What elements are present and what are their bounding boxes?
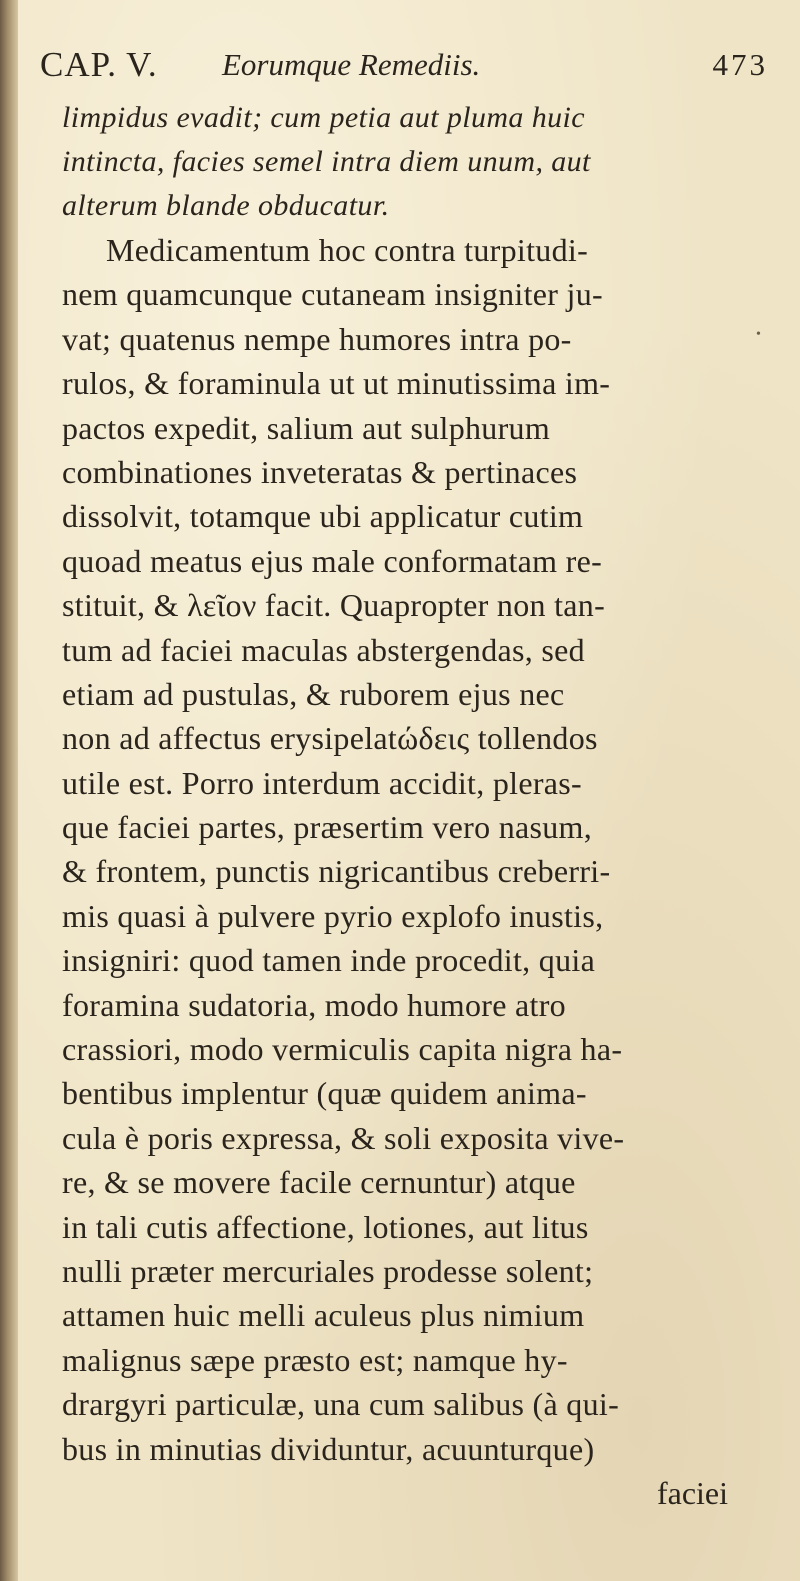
text-line: stituit, & λεῖον facit. Quapropter non tan- (62, 587, 606, 624)
catchword: faciei (656, 1474, 728, 1511)
text-line: non ad affectus erysipelatώδεις tollendos (62, 720, 598, 757)
running-head (40, 38, 768, 92)
text-line: cula è poris expressa, & soli exposita vive- (62, 1119, 625, 1156)
text-line: dissolvit, totamque ubi applicatur cutim (62, 498, 584, 535)
text-line: intincta, facies semel intra diem unum, aut (62, 145, 591, 178)
text-line: drargyri particulæ, una cum salibus (à qui- (62, 1386, 620, 1423)
page-number: 473 (712, 47, 768, 82)
text-line: malignus sæpe præsto est; namque hy- (62, 1341, 568, 1378)
text-line: pactos expedit, salium aut sulphurum (62, 409, 551, 446)
text-line: bentibus implentur (quæ quidem anima- (62, 1075, 587, 1112)
text-line: nulli præter mercuriales prodesse solent; (62, 1252, 594, 1289)
text-line: attamen huic melli aculeus plus nimium (62, 1297, 585, 1334)
book-gutter (0, 0, 18, 1581)
text-line: alterum blande obducatur. (62, 189, 390, 222)
text-line: crassiori, modo vermiculis capita nigra ha- (62, 1031, 623, 1068)
text-line: tum ad faciei maculas abstergendas, sed (62, 631, 585, 668)
text-line: etiam ad pustulas, & ruborem ejus nec (62, 675, 565, 712)
text-line: Medicamentum hoc contra turpitudi- (106, 232, 589, 268)
text-line: limpidus evadit; cum petia aut pluma huic (62, 101, 585, 134)
text-line: bus in minutias dividuntur, acuunturque) (62, 1430, 595, 1467)
margin-mark: • (756, 327, 761, 342)
body-paragraph (62, 228, 762, 1471)
text-line: rulos, & foraminula ut ut minutissima im- (62, 365, 611, 402)
text-line: nem quamcunque cutaneam insigniter ju- (62, 276, 604, 313)
text-line: foramina sudatoria, modo humore atro (62, 986, 566, 1023)
italic-passage (62, 96, 762, 228)
text-line: & frontem, punctis nigricantibus creberri- (62, 853, 611, 890)
book-page (40, 38, 768, 1515)
chapter-heading: CAP. V. (40, 45, 158, 84)
text-line: vat; quatenus nempe humores intra po- (62, 320, 572, 357)
text-line: quoad meatus ejus male conformatam re- (62, 542, 603, 579)
catchword-line (62, 1471, 762, 1515)
text-line: mis quasi à pulvere pyrio explofo inustis, (62, 897, 604, 934)
running-title: Eorumque Remediis. (222, 47, 481, 82)
text-line: re, & se movere facile cernuntur) atque (62, 1164, 576, 1201)
text-line: que faciei partes, præsertim vero nasum, (62, 809, 593, 846)
text-line: in tali cutis affectione, lotiones, aut litus (62, 1208, 589, 1245)
text-line: insigniri: quod tamen inde procedit, quia (62, 942, 596, 979)
text-line: utile est. Porro interdum accidit, pleras- (62, 764, 583, 801)
text-line: combinationes inveteratas & pertinaces (62, 453, 578, 490)
